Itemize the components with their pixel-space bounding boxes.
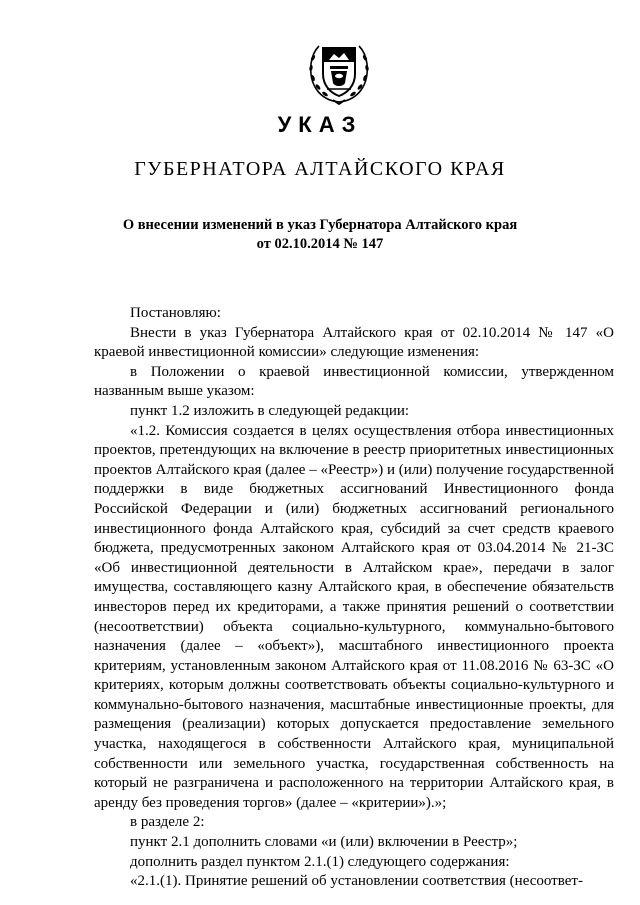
- document-issuer: ГУБЕРНАТОРА АЛТАЙСКОГО КРАЯ: [134, 158, 506, 180]
- heading-line-1: О внесении изменений в указ Губернатора Алтайского края: [122, 217, 518, 233]
- paragraph-point-1-2-text: «1.2. Комиссия создается в целях осуществления отбора инвестиционных проектов, претендующих на включение в реестр приоритетных инвестиционных проектов Алтайского края (далее – «Реестр») и (или) получение государственной поддержки в виде бюджетных ассигнований Инвестиционного фонда Российской Федерации и (или) бюджетных ассигнований регионального инвестиционного фонда Алтайского края, субсидий за счет средств краевого бюджета, предусмотренных законом Алтайского края от 03.04.2014 № 21-ЗС «Об инвестиционной деятельности в Алтайском крае», передачи в залог имущества, составляющего казну Алтайского края, в обеспечение обязательств инвесторов перед их кредиторами, а также принятия решений о соответствии (несоответствии) объекта социально-культурного, коммунально-бытового назначения (далее – «объект»), масштабного инвестиционного проекта критериям, установленным законом Алтайского края от 11.08.2016 № 63-ЗС «О критериях, которым должны соответствовать объекты социально-культурного и коммунально-бытового назначения, масштабные инвестиционные проекты, для размещения (реализации) которых допускается предоставление земельного участка, находящегося в собственности Алтайского края, муниципальной собственности или земельного участка, государственная собственность на который не разграничена и расположенного на территории Алтайского края, в аренду без проведения торгов» (далее – «критерии»).»;: [94, 422, 614, 811]
- paragraph-section-2: в разделе 2:: [130, 814, 205, 831]
- paragraph-point-2-1: пункт 2.1 дополнить словами «и (или) включении в Реестр»;: [130, 834, 518, 851]
- paragraph-decree: Постановляю:: [130, 305, 221, 321]
- paragraph-point-1-2: пункт 1.2 изложить в следующей редакции:: [130, 402, 410, 419]
- paragraph-point-2-1-1: «2.1.(1). Принятие решений об установлении соответствия (несоответ-: [130, 873, 583, 890]
- paragraph-add-point: дополнить раздел пунктом 2.1.(1) следующего содержания:: [130, 853, 510, 870]
- paragraph-regulation: в Положении о краевой инвестиционной комиссии, утвержденном названным выше указом:: [94, 363, 614, 400]
- document-title: УКАЗ: [277, 112, 363, 137]
- altai-krai-coat-of-arms-icon: [303, 36, 375, 108]
- heading-line-2: от 02.10.2014 № 147: [256, 236, 384, 252]
- document-heading: [60, 216, 580, 254]
- paragraph-amend-intro: Внести в указ Губернатора Алтайского края от 02.10.2014 № 147 «О краевой инвестиционной комиссии» следующие изменения:: [94, 324, 614, 361]
- document-body: [94, 304, 614, 892]
